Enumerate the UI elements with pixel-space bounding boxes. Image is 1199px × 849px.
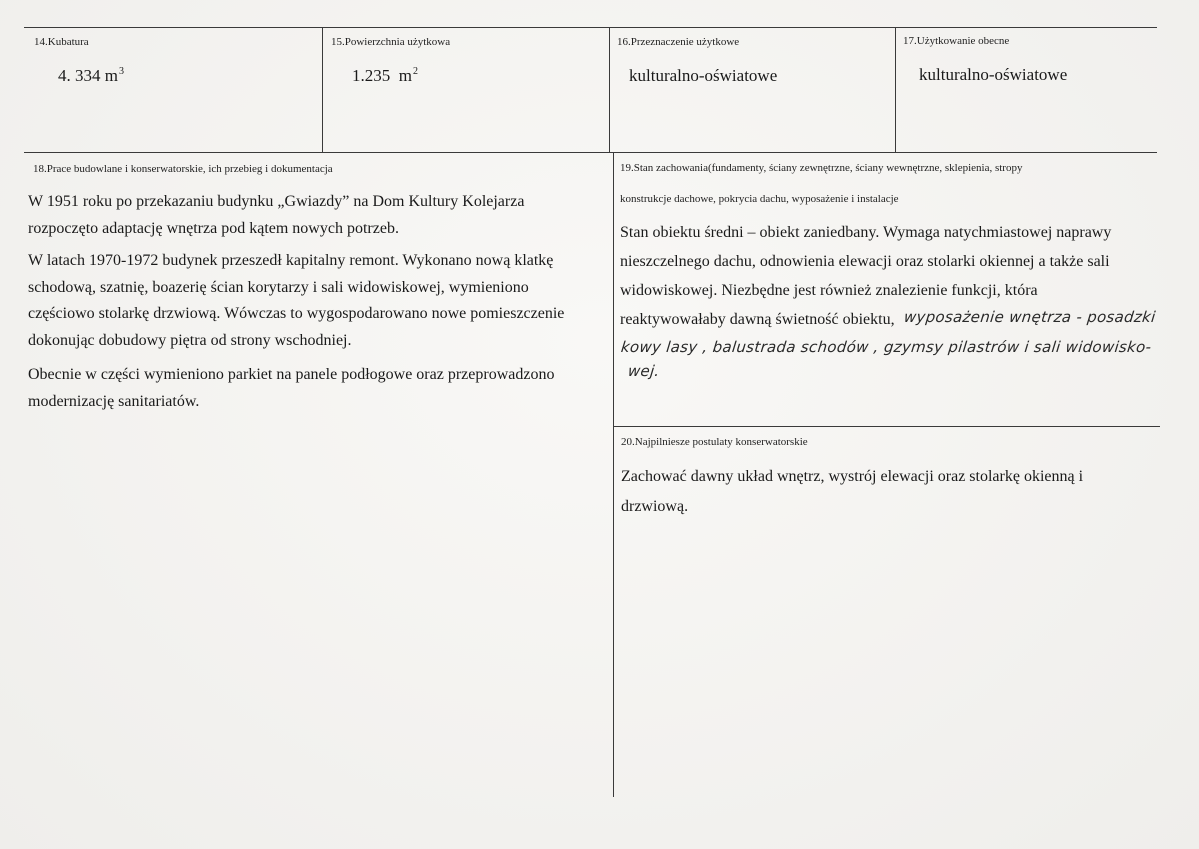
kubatura-label: 14.Kubatura <box>34 36 89 48</box>
s18-line: dokonując dobudowy piętra od strony wschodniej. <box>28 331 352 349</box>
s20-line: drzwiową. <box>621 498 689 515</box>
handwritten-note: wyposażenie wnętrza - posadzki <box>903 308 1157 326</box>
col-divider-1 <box>322 27 323 153</box>
s19-line: reaktywowałaby dawną świetność obiektu, <box>620 311 895 328</box>
uzytkowanie-label: 17.Użytkowanie obecne <box>903 35 1010 47</box>
s20-line: Zachować dawny układ wnętrz, wystrój elewacji oraz stolarkę okienną i <box>621 468 1084 485</box>
s18-line: W 1951 roku po przekazaniu budynku „Gwiazdy” na Dom Kultury Kolejarza <box>28 193 525 210</box>
handwritten-note: kowy lasy , balustrada schodów , gzymsy pilastrów i sali widowisko- <box>620 338 1153 356</box>
col-divider-2 <box>609 27 610 153</box>
s18-line: Obecnie w części wymieniono parkiet na panele podłogowe oraz przeprowadzono <box>28 366 555 383</box>
przeznaczenie-value: kulturalno-oświatowe <box>629 66 778 85</box>
s18-line: W latach 1970-1972 budynek przeszedł kapitalny remont. Wykonano nową klatkę <box>28 252 554 269</box>
s19-line: nieszczelnego dachu, odnowienia elewacji oraz stolarki okiennej a także sali <box>620 253 1110 270</box>
section-19-label: 19.Stan zachowania(fundamenty, ściany zewnętrzne, ściany wewnętrzne, sklepienia, stropy <box>620 162 1023 174</box>
s18-line: modernizację sanitariatów. <box>28 392 200 410</box>
main-column-divider <box>613 152 614 797</box>
powierzchnia-label: 15.Powierzchnia użytkowa <box>331 36 451 48</box>
section-19-20-divider <box>613 426 1160 427</box>
s19-line: widowiskowej. Niezbędne jest również znalezienie funkcji, która <box>620 282 1038 299</box>
s18-line: schodową, szatnię, boazerię ścian korytarzy i sali widowiskowej, wymieniono <box>28 278 529 296</box>
przeznaczenie-label: 16.Przeznaczenie użytkowe <box>617 36 740 48</box>
s18-line: rozpoczęto adaptację wnętrza pod kątem nowych potrzeb. <box>28 219 399 237</box>
section-20-label: 20.Najpilniesze postulaty konserwatorskie <box>621 436 808 448</box>
section-18-text <box>28 189 608 415</box>
uzytkowanie-value: kulturalno-oświatowe <box>919 65 1068 84</box>
handwritten-note: wej. <box>627 362 661 380</box>
section-20-text <box>621 462 1161 522</box>
s18-line: częściowo stolarkę drzwiową. Wówczas to wygospodarowano nowe pomieszczenie <box>28 305 565 322</box>
kubatura-value: 4. 334 $m^3$ <box>58 66 124 85</box>
powierzchnia-value: 1.235 $m^2$ <box>352 66 418 85</box>
section-18-label: 18.Prace budowlane i konserwatorskie, ich przebieg i dokumentacja <box>33 163 333 175</box>
s19-line: Stan obiektu średni – obiekt zaniedbany. Wymaga natychmiastowej naprawy <box>620 224 1112 241</box>
top-rule <box>24 27 1157 28</box>
row1-bottom-rule <box>24 152 1157 153</box>
section-19-label-cont: konstrukcje dachowe, pokrycia dachu, wyposażenie i instalacje <box>620 193 899 205</box>
col-divider-3 <box>895 27 896 153</box>
